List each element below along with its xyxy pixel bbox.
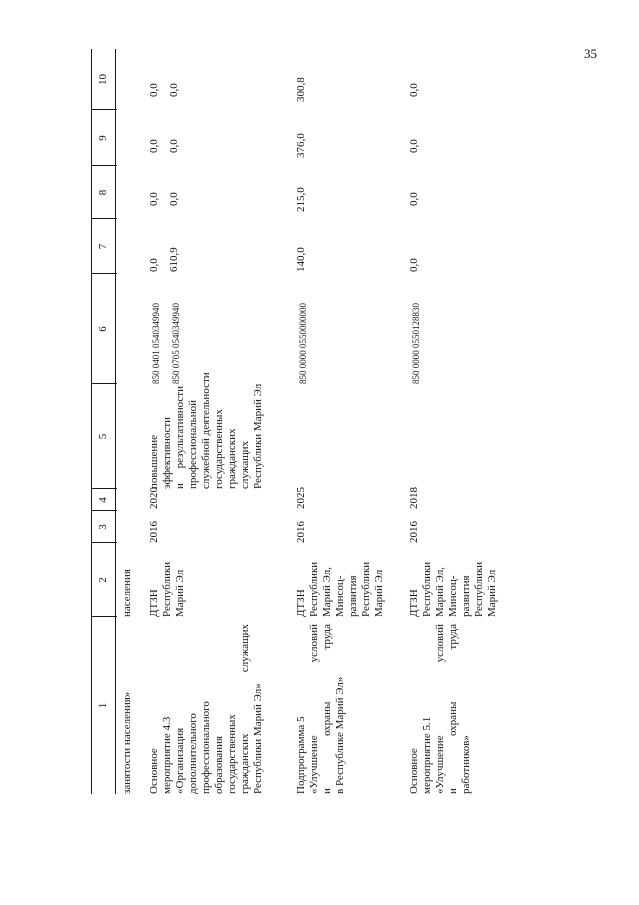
row-1-start-year: 2016	[148, 521, 160, 543]
row-1-title-line: «Организация	[174, 727, 186, 794]
row-1-executor-line: Марий Эл	[174, 569, 186, 617]
row-3-executor-line: Республики	[473, 561, 485, 617]
row-3-c8-value: 0,0	[408, 192, 420, 206]
row-1-c8-value-2: 0,0	[168, 192, 180, 206]
row-1-executor-line: Республики	[161, 561, 173, 617]
carry-over-col1: занятости населения»	[121, 691, 133, 794]
row-3-executor-line: ДТЗН	[408, 589, 420, 617]
table-row-1-title	[148, 624, 265, 794]
row-2-executor	[295, 545, 386, 617]
row-1-title-line: гражданских служащих	[239, 624, 251, 794]
row-1-c7-value-1: 0,0	[148, 258, 160, 272]
row-2-executor-line: Республики	[308, 561, 320, 617]
row-3-title-line: работников»	[460, 735, 472, 794]
row-1-executor-line: ДТЗН	[148, 589, 160, 617]
row-1-title-line: Республики Марий Эл»	[252, 683, 264, 794]
rotated-table	[91, 49, 531, 794]
row-3-c10-value: 0,0	[408, 83, 420, 97]
row-1-result	[148, 372, 265, 489]
page-number: 35	[584, 46, 597, 61]
column-number-3: 3	[97, 524, 109, 530]
row-2-c7-value: 140,0	[295, 247, 307, 272]
row-1-c10-value-1: 0,0	[148, 83, 160, 97]
row-1-c8-value-1: 0,0	[148, 192, 160, 206]
column-number-7: 7	[97, 243, 109, 250]
row-1-title-line: профессионального	[200, 701, 212, 794]
table-row-2-title	[295, 624, 347, 794]
row-3-executor-line: Марий Эл,	[434, 566, 446, 617]
row-3-executor-line: развития	[460, 575, 472, 617]
row-2-c9-value: 376,0	[295, 133, 307, 158]
row-3-end-year: 2018	[408, 487, 420, 509]
row-2-title-line: «Улучшение условий	[308, 624, 320, 794]
row-3-executor	[408, 545, 499, 617]
row-1-budget-code-1: 850 0401 0540349940	[151, 303, 161, 384]
column-number-6: 6	[97, 326, 109, 332]
row-1-result-line: и результативности	[174, 386, 186, 489]
column-number-8: 8	[97, 189, 109, 196]
row-1-result-line: повышение	[148, 435, 160, 489]
column-number-1: 1	[97, 702, 109, 709]
row-1-result-line: эффективности	[161, 416, 173, 489]
row-1-result-line: Республики Марий Эл	[252, 383, 264, 489]
row-2-end-year: 2025	[295, 487, 307, 509]
row-2-executor-line: развития	[347, 575, 359, 617]
row-1-end-year: 2020	[148, 487, 160, 509]
row-1-title-line: мероприятие 4.3	[161, 716, 173, 794]
row-2-executor-line: Марий Эл	[373, 569, 385, 617]
row-2-title-line: и охраны труда	[321, 624, 333, 794]
row-2-c10-value: 300,8	[295, 77, 307, 102]
row-3-title-line: Основное	[408, 748, 420, 794]
row-3-title-line: и охраны труда	[447, 624, 459, 794]
row-2-budget-code: 850 0000 0550000000	[298, 303, 308, 384]
carry-over-col2: населения	[121, 569, 133, 617]
row-1-c7-value-2: 610,9	[168, 247, 180, 272]
row-3-title-line: «Улучшение условий	[434, 624, 446, 794]
row-1-result-line: государственных	[213, 409, 225, 489]
row-2-title-line: Подпрограмма 5	[295, 716, 307, 794]
row-3-executor-line: Марий Эл	[486, 569, 498, 617]
row-1-result-line: служебной деятельности	[200, 372, 212, 489]
row-3-executor-line: Республики	[421, 561, 433, 617]
row-2-executor-line: Минсоц-	[334, 575, 346, 617]
row-3-executor-line: Минсоц-	[447, 575, 459, 617]
row-1-c9-value-2: 0,0	[168, 139, 180, 153]
row-1-budget-code-2: 850 0705 0540349940	[171, 303, 181, 384]
row-1-title-line: государственных	[226, 714, 238, 794]
row-2-executor-line: Марий Эл,	[321, 566, 333, 617]
row-1-title-line: дополнительного	[187, 713, 199, 794]
row-3-c7-value: 0,0	[408, 258, 420, 272]
column-number-2: 2	[97, 577, 109, 583]
row-2-start-year: 2016	[295, 521, 307, 543]
row-3-budget-code: 850 0000 0550128830	[411, 303, 421, 384]
row-1-c10-value-2: 0,0	[168, 83, 180, 97]
row-1-c9-value-1: 0,0	[148, 139, 160, 153]
column-number-5: 5	[97, 433, 109, 440]
row-3-c9-value: 0,0	[408, 139, 420, 153]
column-number-4: 4	[97, 497, 109, 503]
row-1-result-line: гражданских служащих	[226, 428, 251, 489]
row-1-title-line: Основное	[148, 748, 160, 794]
row-1-result-line: профессиональной	[187, 400, 199, 489]
row-2-executor-line: ДТЗН	[295, 589, 307, 617]
row-1-executor	[148, 545, 187, 617]
row-1-title-line: образования	[213, 735, 225, 794]
row-3-title-line: мероприятие 5.1	[421, 716, 433, 794]
row-2-executor-line: Республики	[360, 561, 372, 617]
row-2-c8-value: 215,0	[295, 187, 307, 212]
column-number-10: 10	[97, 74, 109, 85]
row-3-start-year: 2016	[408, 521, 420, 543]
row-2-title-line: в Республике Марий Эл»	[334, 676, 346, 794]
table-header	[91, 49, 116, 794]
column-number-9: 9	[97, 135, 109, 141]
table-row-3-title	[408, 624, 473, 794]
